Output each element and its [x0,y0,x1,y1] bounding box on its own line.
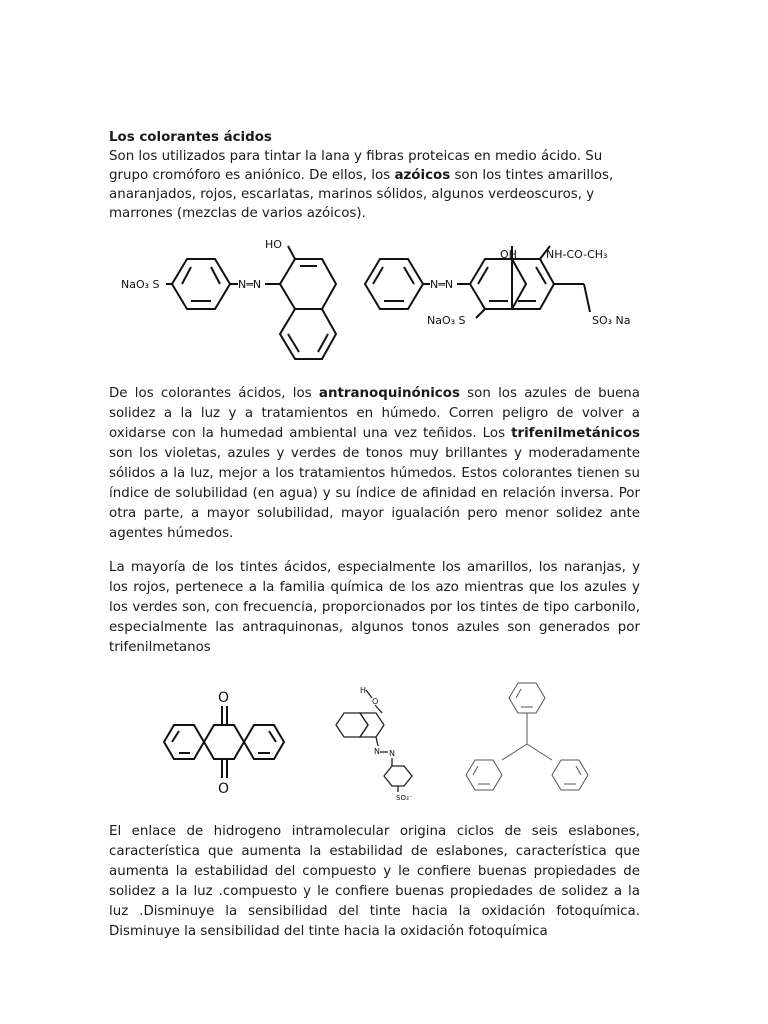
anthraquinone-structure [164,690,284,797]
triphenylmethane-structure [466,683,588,790]
acetamido-label: NH-CO-CH₃ [546,248,608,261]
carbonyl-oxygen-label: O [218,690,230,706]
nitrogen-label: N [389,749,395,758]
paragraph-text: Son los utilizados para tintar la lana y fibras proteicas en medio ácido. Su grupo cromóforo es aniónico. De ellos, los [109,149,603,183]
azo-dye-right-structure [365,246,631,327]
azo-naphthol-structure [336,686,413,802]
paragraph-text: De los colorantes ácidos, los [109,386,319,401]
benzene-ring [384,766,412,786]
nitrogen-label: N [374,747,380,756]
naphthalene-ring-left [336,713,368,737]
bold-term-trifenilmetanicos: trifenilmetánicos [511,426,640,441]
paragraph-text: El enlace de hidrogeno intramolecular origina ciclos de seis eslabones, característica que aumenta la estabilidad de eslabones, característica que aumenta la estabilidad del compuesto y le confiere buenas propiedades de solidez a la luz .compuesto y le confiere buenas propiedades de solidez a la luz .Disminuye la sensibilidad del tinte hacia la oxidación fotoquímica. Disminuye la sensibilidad del tinte hacia la oxidación fotoquímica [109,824,640,939]
hydrogen-label: H [360,686,367,695]
structures-figure [160,680,620,810]
azo-dye-left-structure [121,238,336,359]
section-acid-dyes [109,128,640,223]
so3na-label: SO₃ Na [592,314,631,327]
phenyl-ring-left [466,760,502,790]
hydroxyl-label: HO [265,238,282,251]
section-hydrogen-bond [109,822,640,942]
azo-dyes-figure [110,232,640,372]
oxygen-label: O [372,697,379,706]
sulfonate-label: SO₃⁻ [396,794,413,802]
paragraph-text: La mayoría de los tintes ácidos, especialmente los amarillos, los naranjas, y los rojos, pertenece a la familia química de los azo mientras que los azules y los verdes son, con frecuencia, proporcionados por los tintes de tipo carbonilo, especialmente las antraquinonas, algunos tonos azules son generados por trifenilmetanos [109,560,640,655]
paragraph-text: son los azules de buena solidez a la luz y a tratamientos en húmedo. Corren peligro de volver a oxidarse con la humedad ambiental una vez teñidos. Los [109,386,640,441]
carbonyl-oxygen-label: O [218,781,230,797]
paragraph-text: son los violetas, azules y verdes de tonos muy brillantes y moderadamente sólidos a la luz, mejor a los tratamientos húmedos. Estos colorantes tienen su índice de solubilidad (en agua) y su índice de afinidad en relación inversa. Por otra parte, a mayor solubilidad, mayor igualación pero menor solidez ante agentes húmedos. [109,446,640,541]
hydroxyl-label: OH [500,248,517,261]
quinone-ring [204,725,244,759]
azo-label: N═N [430,278,454,291]
azo-label: N═N [238,278,262,291]
so3na-label: NaO₃ S [427,314,466,327]
section-anthraquinone-dyes [109,384,640,544]
so3na-label: NaO₃ S [121,278,160,291]
bold-term-antranoquinonicos: antranoquinónicos [318,386,460,401]
phenyl-ring-right [552,760,588,790]
paragraph-text: son los tintes amarillos, anaranjados, rojos, escarlatas, marinos sólidos, algunos verdeoscuros, y marrones (mezclas de varios azóicos). [109,168,614,221]
section-heading: Los colorantes ácidos [109,130,272,145]
naphthalene-ring-right [360,713,384,737]
phenyl-ring-top [509,683,545,713]
bold-term-azoicos: azóicos [394,168,451,183]
section-acid-dye-families [109,558,640,658]
